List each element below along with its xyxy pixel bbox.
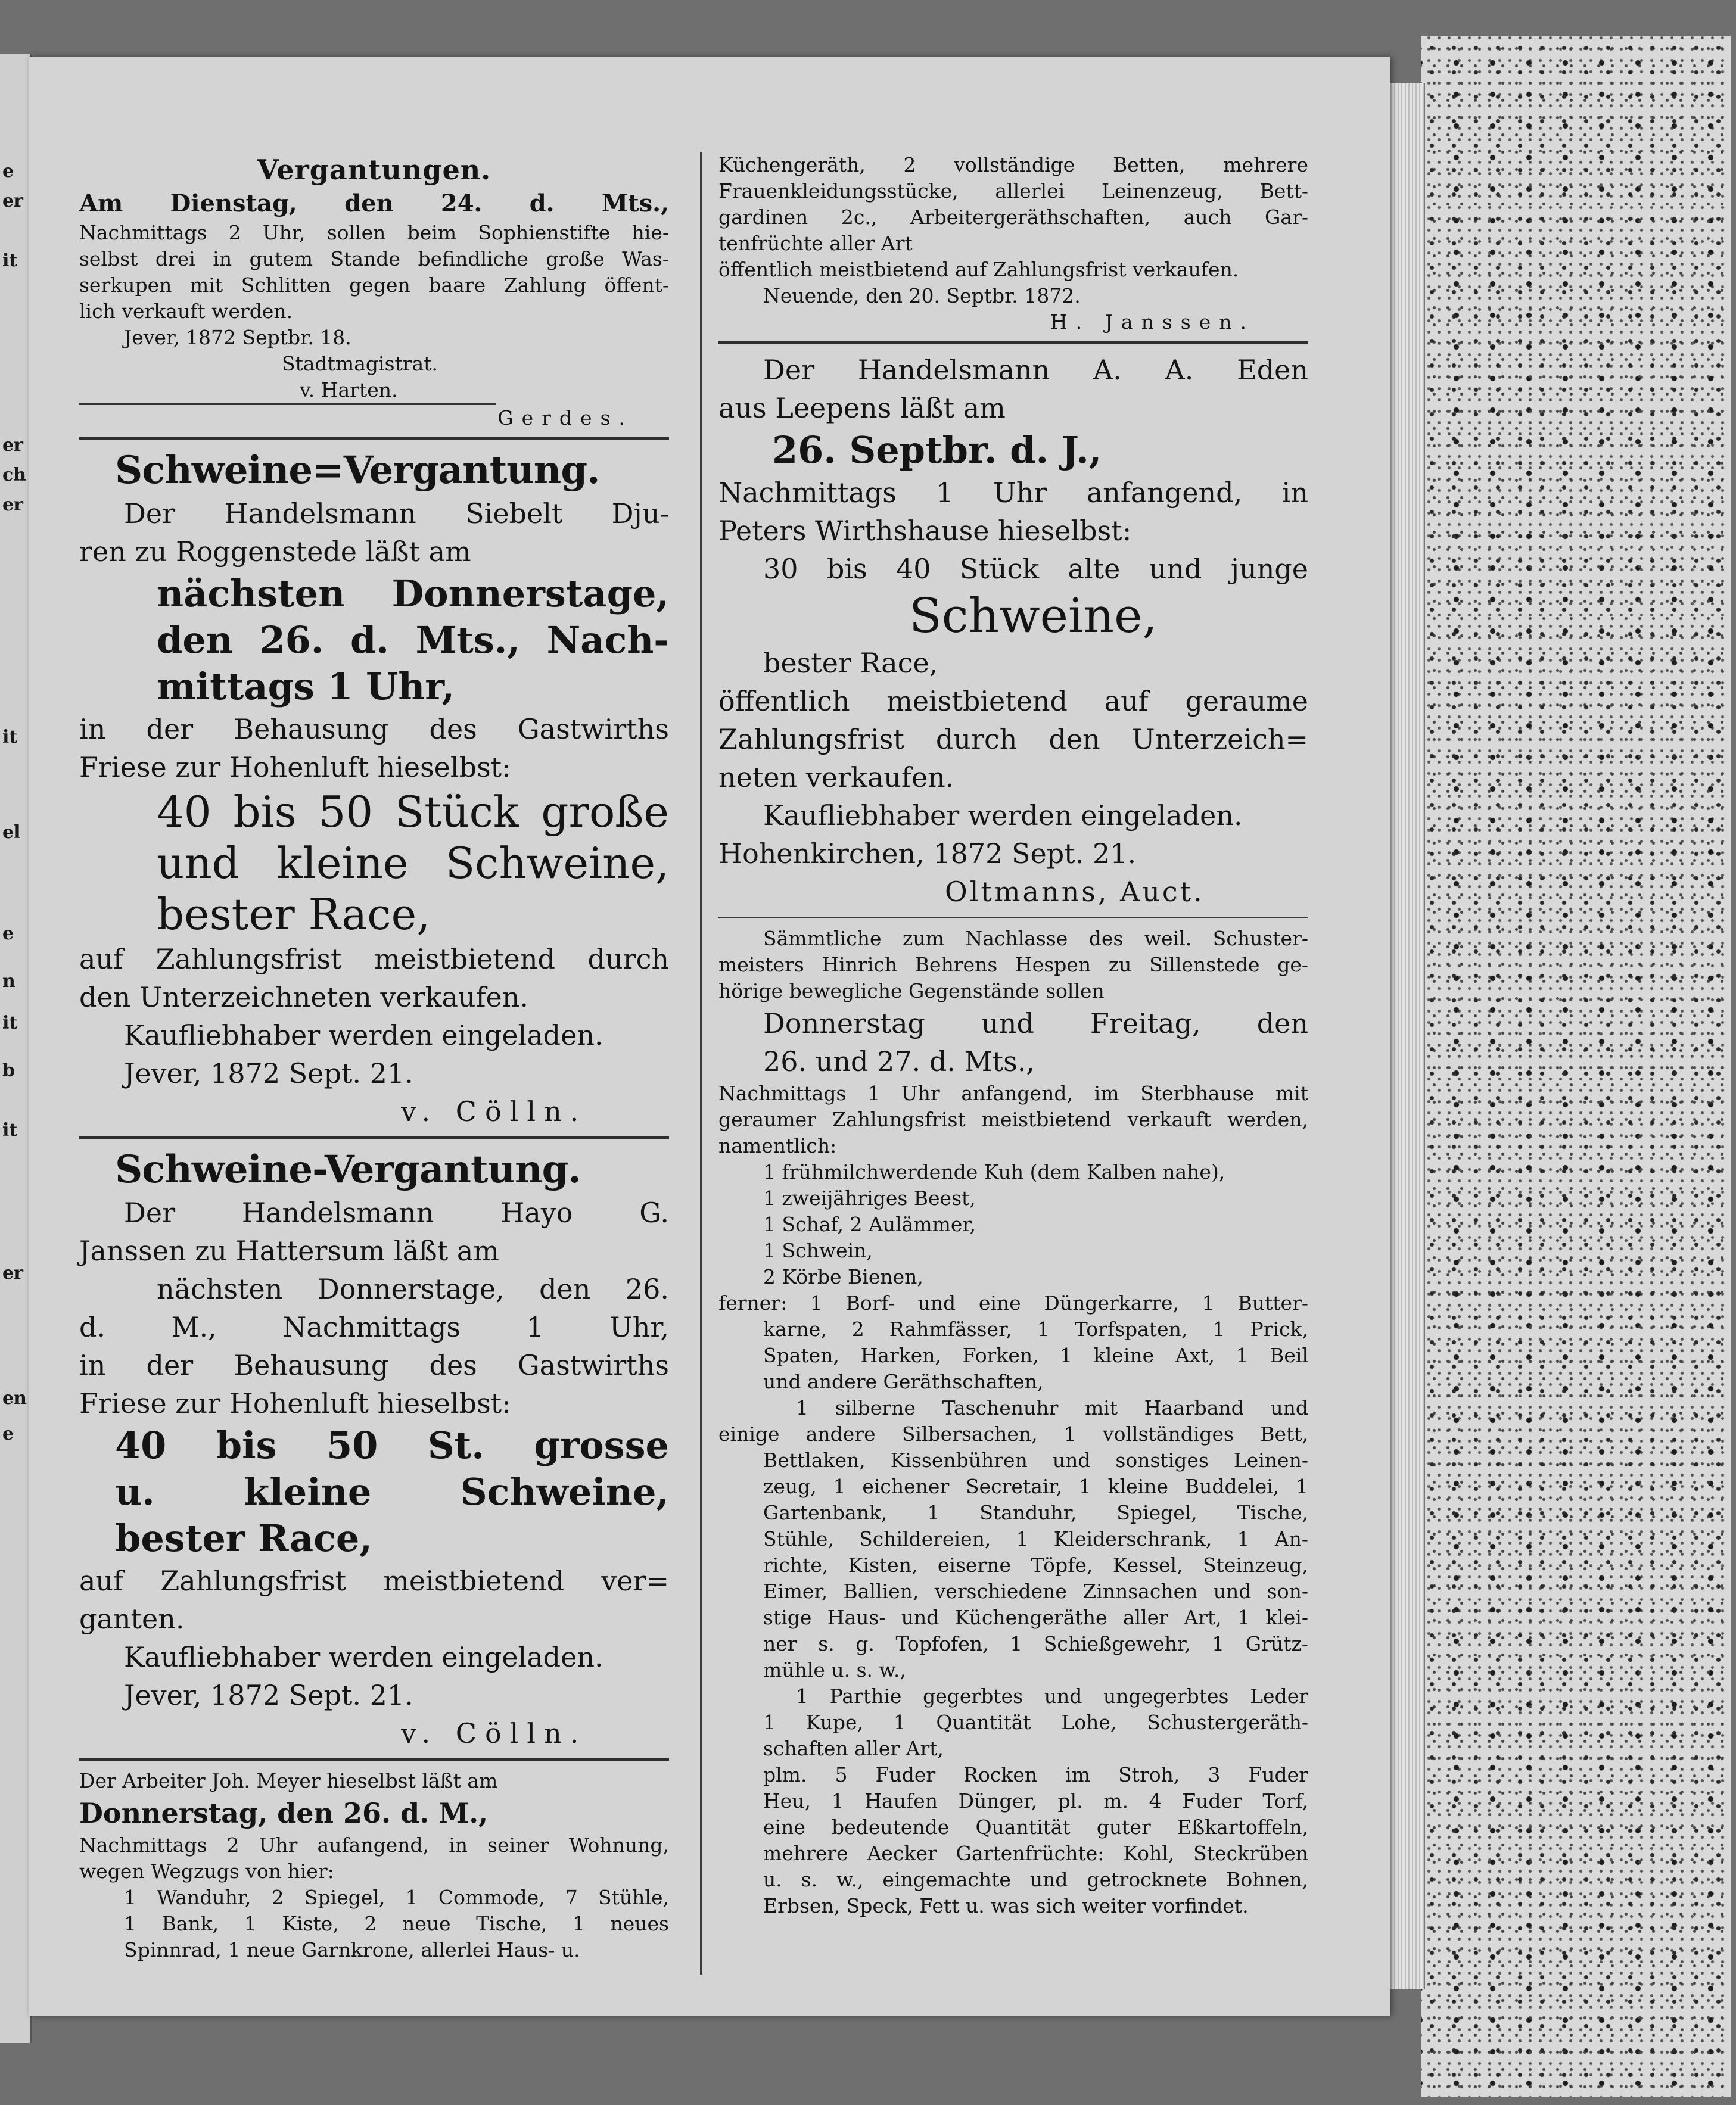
- ad-terms: auf Zahlungsfrist meistbietend durch: [79, 943, 669, 975]
- ad-intro: meisters Hinrich Behrens Hespen zu Sillenstede ge-: [718, 953, 1308, 976]
- ad-item: Eimer, Ballien, verschiedene Zinnsachen und son-: [763, 1580, 1308, 1603]
- ad-date-line: nächsten Donnerstage,: [157, 572, 669, 615]
- ad-item: Gartenbank, 1 Standuhr, Spiegel, Tische,: [763, 1501, 1308, 1524]
- ad-item: Stühle, Schildereien, 1 Kleiderschrank, 1 An-: [763, 1527, 1308, 1550]
- ad-signature-left: v. Harten.: [79, 377, 496, 405]
- ad-separator: [718, 341, 1308, 344]
- ad-item: Heu, 1 Haufen Dünger, pl. m. 4 Fuder Torf,: [763, 1789, 1308, 1813]
- sliver-fragment: er: [2, 191, 23, 211]
- sliver-fragment: it: [2, 1120, 18, 1141]
- ad-goods: bester Race,: [115, 1517, 372, 1560]
- ad-line: Nachmittags 2 Uhr aufangend, in seiner Wohnung,: [79, 1833, 669, 1857]
- ad-authority: Stadtmagistrat.: [282, 352, 438, 375]
- sliver-fragment: it: [2, 1013, 18, 1033]
- ad-date-line: 26. und 27. d. Mts.,: [763, 1045, 1035, 1078]
- ad-date: Neuende, den 20. Septbr. 1872.: [763, 284, 1081, 307]
- sliver-fragment: er: [2, 1263, 23, 1284]
- ad-line: 1 Bank, 1 Kiste, 2 neue Tische, 1 neues: [124, 1912, 669, 1935]
- ad-item: zeug, 1 eichener Secretair, 1 kleine Buddelei, 1: [763, 1475, 1308, 1498]
- ad-invite: Kaufliebhaber werden eingeladen.: [124, 1641, 603, 1673]
- ad-behrens-estate-auction: [718, 926, 1308, 1919]
- ad-schweine-vergantung-2: [79, 1146, 669, 1752]
- ad-meyer-auction-continued: [718, 152, 1308, 335]
- ad-item: Spaten, Harken, Forken, 1 kleine Axt, 1 Beil: [763, 1344, 1308, 1367]
- sliver-fragment: er: [2, 494, 23, 515]
- ad-line: Küchengeräth, 2 vollständige Betten, mehrere: [718, 153, 1308, 176]
- ad-intro: d. M., Nachmittags 1 Uhr,: [79, 1311, 669, 1343]
- ad-line: 1 Wanduhr, 2 Spiegel, 1 Commode, 7 Stühle,: [124, 1886, 669, 1909]
- ad-terms: Zahlungsfrist durch den Unterzeich=: [718, 723, 1308, 755]
- ad-goods: 40 bis 50 Stück große: [157, 787, 669, 837]
- ad-intro: Der Handelsmann Siebelt Dju-: [124, 497, 669, 530]
- ad-item: eine bedeutende Quantität guter Eßkartoffeln,: [763, 1816, 1308, 1839]
- ad-intro: aus Leepens läßt am: [718, 392, 1006, 424]
- ad-intro: Der Handelsmann Hayo G.: [124, 1197, 669, 1229]
- ad-terms: geraumer Zahlungsfrist meistbietend verkauft werden,: [718, 1108, 1308, 1131]
- sliver-fragment: ch: [2, 465, 27, 485]
- ad-goods: 40 bis 50 St. grosse: [115, 1424, 669, 1467]
- ad-item: 1 Kupe, 1 Quantität Lohe, Schustergeräth-: [763, 1711, 1308, 1734]
- ad-signature: v. Cölln.: [401, 1095, 587, 1128]
- ad-line: wegen Wegzugs von hier:: [79, 1860, 334, 1883]
- sliver-fragment: it: [2, 250, 18, 271]
- ad-eden-schweine: [718, 351, 1308, 911]
- sliver-fragment: e: [2, 923, 14, 944]
- ad-signature: H. Janssen.: [1050, 310, 1255, 334]
- right-column: [718, 152, 1308, 1919]
- ad-date: Jever, 1872 Septbr. 18.: [124, 326, 351, 349]
- ad-intro: Der Arbeiter Joh. Meyer hieselbst läßt am: [79, 1769, 498, 1792]
- ad-place: Friese zur Hohenluft hieselbst:: [79, 1387, 511, 1419]
- adjacent-page-edge: [0, 54, 32, 2043]
- ad-place: in der Behausung des Gastwirths: [79, 1349, 669, 1381]
- ad-item: u. s. w., eingemachte und getrocknete Bohnen,: [763, 1868, 1308, 1891]
- ad-intro: ren zu Roggenstede läßt am: [79, 535, 471, 568]
- ad-separator: [79, 437, 669, 440]
- ad-goods: bester Race,: [157, 889, 431, 939]
- ad-item: ferner: 1 Borf- und eine Düngerkarre, 1 Butter-: [718, 1291, 1308, 1315]
- ad-item: 1 frühmilchwerdende Kuh (dem Kalben nahe),: [763, 1160, 1225, 1184]
- ad-date: Hohenkirchen, 1872 Sept. 21.: [718, 837, 1137, 870]
- ad-item: 2 Körbe Bienen,: [763, 1265, 923, 1288]
- ad-date-line: mittags 1 Uhr,: [157, 665, 455, 708]
- ad-time: Peters Wirthshause hieselbst:: [718, 515, 1132, 547]
- ad-terms: den Unterzeichneten verkaufen.: [79, 981, 528, 1013]
- ad-date-line: den 26. d. Mts., Nach-: [157, 618, 669, 662]
- ad-heading: Schweine=Vergantung.: [115, 448, 600, 493]
- ad-goods: Schweine,: [909, 588, 1158, 643]
- ad-item: 1 Parthie gegerbtes und ungegerbtes Leder: [796, 1684, 1308, 1708]
- sliver-fragment: it: [2, 727, 18, 748]
- ad-line: Am Dienstag, den 24. d. Mts.,: [79, 189, 669, 217]
- ad-item: Bettlaken, Kissenbühren und sonstiges Leinen-: [763, 1449, 1308, 1472]
- ad-terms: neten verkaufen.: [718, 761, 954, 793]
- ad-item: und andere Geräthschaften,: [763, 1370, 1044, 1393]
- ad-signature: v. Cölln.: [401, 1717, 587, 1749]
- page-stack-edges: [1388, 83, 1425, 1989]
- ad-terms: öffentlich meistbietend auf geraume: [718, 685, 1308, 717]
- ad-line: öffentlich meistbietend auf Zahlungsfrist verkaufen.: [718, 258, 1239, 281]
- ad-intro: Der Handelsmann A. A. Eden: [763, 354, 1308, 386]
- ad-terms: auf Zahlungsfrist meistbietend ver=: [79, 1565, 669, 1597]
- ad-item: Erbsen, Speck, Fett u. was sich weiter vorfindet.: [763, 1894, 1249, 1917]
- sliver-fragment: e: [2, 161, 14, 182]
- ad-item: schaften aller Art,: [763, 1737, 944, 1760]
- ad-place: in der Behausung des Gastwirths: [79, 713, 669, 745]
- ad-line: gardinen 2c., Arbeitergeräthschaften, auch Gar-: [718, 205, 1308, 229]
- ad-item: 1 silberne Taschenuhr mit Haarband und: [796, 1396, 1308, 1419]
- ad-separator: [79, 1758, 669, 1761]
- ad-separator: [718, 917, 1308, 918]
- ad-item: einige andere Silbersachen, 1 vollständiges Bett,: [718, 1422, 1308, 1446]
- speckled-book-cover: [1421, 36, 1731, 2097]
- ad-intro: Janssen zu Hattersum läßt am: [79, 1235, 499, 1267]
- ad-separator: [79, 1136, 669, 1139]
- ad-item: mehrere Aecker Gartenfrüchte: Kohl, Steckrüben: [763, 1842, 1308, 1865]
- sliver-fragment: er: [2, 435, 23, 456]
- ad-item: richte, Kisten, eiserne Töpfe, Kessel, Steinzeug,: [763, 1553, 1308, 1577]
- left-column: [79, 152, 669, 1963]
- ad-date-line: 26. Septbr. d. J.,: [772, 428, 1102, 472]
- ad-item: stige Haus- und Küchengeräthe aller Art, 1 klei-: [763, 1606, 1308, 1629]
- ad-intro: Sämmtliche zum Nachlasse des weil. Schuster-: [763, 927, 1308, 950]
- ad-line: serkupen mit Schlitten gegen baare Zahlung öffent-: [79, 273, 669, 297]
- ad-item: plm. 5 Fuder Rocken im Stroh, 3 Fuder: [763, 1763, 1308, 1786]
- sliver-fragment: el: [2, 822, 21, 843]
- ad-terms: ganten.: [79, 1603, 185, 1635]
- ad-intro: nächsten Donnerstage, den 26.: [157, 1273, 669, 1305]
- ad-item: karne, 2 Rahmfässer, 1 Torfspaten, 1 Prick,: [763, 1318, 1308, 1341]
- column-divider: [700, 152, 702, 1975]
- ad-item: 1 Schaf, 2 Aulämmer,: [763, 1213, 976, 1236]
- ad-date: Jever, 1872 Sept. 21.: [124, 1679, 413, 1711]
- ad-title: Vergantungen.: [257, 154, 491, 186]
- ad-signature-right: Gerdes.: [497, 406, 633, 429]
- ad-signature: Oltmanns, Auct.: [945, 876, 1205, 908]
- ad-goods: bester Race,: [763, 647, 938, 679]
- ad-date-line: Donnerstag, den 26. d. M.,: [79, 1797, 489, 1829]
- ad-schweine-vergantung-1: [79, 447, 669, 1131]
- ad-heading: Schweine-Vergantung.: [115, 1147, 581, 1192]
- ad-line: tenfrüchte aller Art: [718, 232, 913, 255]
- ad-goods: und kleine Schweine,: [157, 838, 669, 888]
- ad-invite: Kaufliebhaber werden eingeladen.: [763, 799, 1243, 832]
- ad-goods: u. kleine Schweine,: [115, 1470, 669, 1514]
- ad-line: Frauenkleidungsstücke, allerlei Leinenzeug, Bett-: [718, 179, 1308, 203]
- ad-item: ner s. g. Topfofen, 1 Schießgewehr, 1 Grütz-: [763, 1632, 1308, 1655]
- ad-meyer-auction: [79, 1768, 669, 1963]
- ad-intro: hörige bewegliche Gegenstände sollen: [718, 979, 1105, 1002]
- sliver-fragment: e: [2, 1424, 14, 1444]
- sliver-fragment: b: [2, 1060, 15, 1081]
- ad-item: mühle u. s. w.,: [763, 1658, 906, 1681]
- ad-line: lich verkauft werden.: [79, 300, 293, 323]
- newspaper-page: [29, 57, 1390, 2016]
- ad-date-line: Donnerstag und Freitag, den: [763, 1007, 1308, 1039]
- sliver-fragment: en: [2, 1388, 27, 1409]
- ad-date: Jever, 1872 Sept. 21.: [124, 1057, 413, 1089]
- ad-terms: namentlich:: [718, 1134, 837, 1157]
- ad-item: 1 Schwein,: [763, 1239, 873, 1262]
- ad-terms: Nachmittags 1 Uhr anfangend, im Sterbhause mit: [718, 1082, 1308, 1105]
- sliver-fragment: n: [2, 971, 15, 992]
- ad-item: 1 zweijähriges Beest,: [763, 1187, 976, 1210]
- ad-goods: 30 bis 40 Stück alte und junge: [763, 553, 1308, 585]
- ad-invite: Kaufliebhaber werden eingeladen.: [124, 1019, 603, 1051]
- ad-line: Nachmittags 2 Uhr, sollen beim Sophienstifte hie-: [79, 221, 669, 244]
- ad-line: Spinnrad, 1 neue Garnkrone, allerlei Haus- u.: [124, 1938, 580, 1961]
- ad-line: selbst drei in gutem Stande befindliche große Was-: [79, 247, 669, 270]
- ad-time: Nachmittags 1 Uhr anfangend, in: [718, 477, 1308, 509]
- ad-place: Friese zur Hohenluft hieselbst:: [79, 751, 511, 783]
- ad-vergantungen: [79, 152, 669, 431]
